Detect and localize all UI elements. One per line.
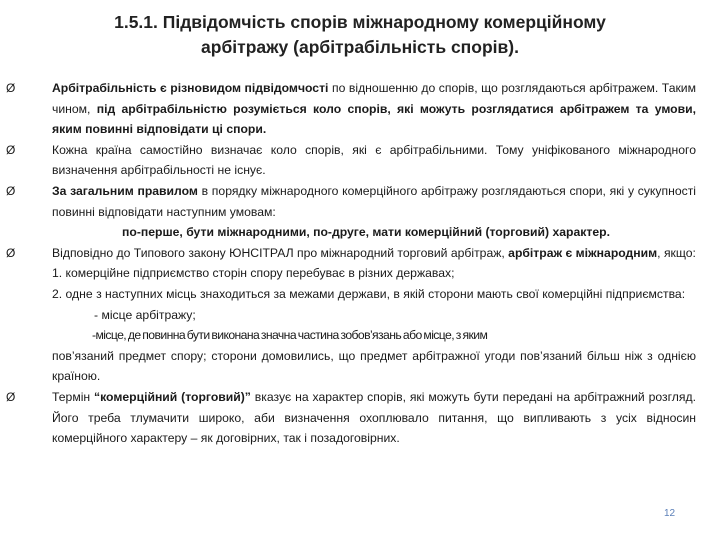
arrow-bullet-icon: Ø <box>6 81 16 95</box>
arrow-bullet-icon: Ø <box>6 245 16 260</box>
place-2: -місце, де повинна бути виконана значна частина зобов’язань або місце, з яким <box>92 328 488 343</box>
item-lead: За загальним правилом <box>52 183 198 198</box>
title-line-2: арбітражу (арбітрабільність спорів). <box>201 37 519 57</box>
conditions-line: по-перше, бути міжнародними, по-друге, мати комерційний (торговий) характер. <box>122 225 610 240</box>
item-text: по відношенню до спорів, що розглядаються арбітражем. Таким чином, <box>52 81 696 116</box>
case-1: 1. комерційне підприємство сторін спору перебуває в різних державах; <box>52 266 455 281</box>
item-text: Кожна країна самостійно визначає коло спорів, які є арбітрабільними. Тому уніфікованого міжнародного визначення арбітрабільності не існує. <box>52 142 696 178</box>
item-text-tail: , якщо: <box>657 245 696 260</box>
bullet-item-arbitrability <box>6 78 696 140</box>
bullet-list <box>6 78 696 449</box>
bullet-item-countries <box>6 140 696 181</box>
bullet-item-uncitral <box>6 243 696 264</box>
slide-title <box>60 10 660 60</box>
item-emphasis: арбітраж є міжнародним <box>508 245 658 260</box>
item-text-tail: вказує на характер спорів, які можуть бути передані на арбітражний розгляд. Його треба тлумачити широко, аби визначення охоплювало питання, що випливають з усіх відносин комерційного характеру – як договірних, так і позадоговірних. <box>52 389 696 446</box>
arrow-bullet-icon: Ø <box>6 142 16 157</box>
item-text: Термін <box>52 389 95 404</box>
item-emphasis: під арбітрабільністю розуміється коло спорів, які можуть розглядатися арбітражем та умови, яким повинні відповідати ці спори. <box>52 101 696 137</box>
arrow-bullet-icon: Ø <box>6 389 16 404</box>
case-2: 2. одне з наступних місць знаходиться за межами держави, в якій сторони мають свої комерційні підприємства: <box>52 286 686 301</box>
place-2-continuation: пов’язаний предмет спору; сторони домовились, що предмет арбітражної угоди пов’язаний більш ніж з однією країною. <box>52 348 696 384</box>
bullet-item-general-rule <box>6 181 696 222</box>
arrow-bullet-icon: Ø <box>6 183 16 198</box>
item-emphasis: “комерційний (торговий)” <box>94 389 251 404</box>
page-number: 12 <box>664 508 676 519</box>
place-1: - місце арбітражу; <box>94 307 196 322</box>
item-text: Відповідно до Типового закону ЮНСІТРАЛ про міжнародний торговий арбітраж, <box>52 245 509 260</box>
bullet-item-commercial-term <box>6 387 696 449</box>
item-text: в порядку міжнародного комерційного арбітражу розглядаються спори, які у сукупності повинні відповідати наступним умовам: <box>52 183 696 219</box>
item-lead: Арбітрабільність є різновидом підвідомчості <box>52 81 329 95</box>
title-line-1: 1.5.1. Підвідомчість спорів міжнародному комерційному <box>114 12 606 32</box>
